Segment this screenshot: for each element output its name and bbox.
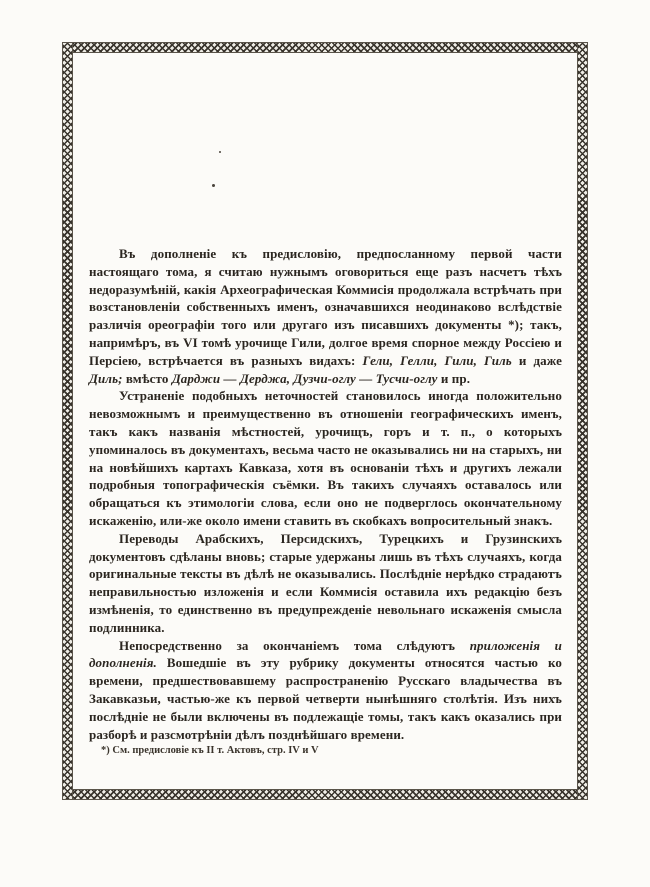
scan-speck — [212, 184, 215, 187]
paragraph — [89, 530, 562, 637]
body-text: Переводы Арабскихъ, Персидскихъ, Турецкихъ и Грузинскихъ документовъ сдѣланы вновь; старые удержаны лишь въ тѣхъ случаяхъ, когда оригинальные тексты въ дѣлѣ не оказывались. Послѣдніе нерѣдко страдаютъ неправильностью изложенія и если Коммисія оставила ихъ редакцію безъ измѣненія, то единственно въ предупрежденіе невольнаго искаженія смысла подлинника. — [89, 530, 562, 635]
border-left-band — [62, 42, 73, 800]
italic-text: приложенія и дополненія. — [89, 637, 562, 671]
body-text: и даже — [511, 352, 563, 368]
border-right-band — [577, 42, 588, 800]
footnote: *) См. предисловіе къ II т. Актовъ, стр. IV и V — [101, 745, 319, 756]
body-text: вмѣсто — [122, 370, 172, 386]
italic-text: Гели, Гелли, Гили, Гиль — [362, 352, 512, 368]
body-text: Непосредственно за окончаніемъ тома слѣдуютъ — [119, 637, 470, 653]
border-bottom-band — [62, 789, 588, 800]
body-text: Въ дополненіе къ предисловію, предпосланному первой части настоящаго тома, я считаю нужнымъ оговориться еще разъ насчетъ тѣхъ недоразумѣній, какія Археографическая Коммисія продолжала встрѣчать при возстановленіи собственныхъ именъ, означавшихся неодинаково вслѣдствіе различія ореографіи того или другаго изъ писавшихъ документы *); такъ, напримѣръ, въ VI томѣ урочище Гили, долгое время спорное между Россіею и Персіею, встрѣчается въ разныхъ видахъ: — [89, 246, 562, 368]
body-text: Устраненіе подобныхъ неточностей становилось иногда положительно невозможнымъ и преимущественно въ отношеніи географическихъ именъ, такъ какъ названія мѣстностей, урочищъ, горъ и т. п., о которыхъ упоминалось въ документахъ, весьма часто не оказывались ни на старыхъ, ни на новѣйшихъ картахъ Кавказа, хотя въ основаніи тѣхъ и другихъ лежали подробныя топографическія съёмки. Въ такихъ случаяхъ оставалось или обращаться къ этимологіи слова, если оно не подверглось окончательному искаженію, или-же около имени ставить въ скобкахъ вопросительный знакъ. — [89, 388, 562, 528]
body-text: Вошедшіе въ эту рубрику документы относятся частью ко времени, предшествовавшему распространенію Русскаго владычества въ Закавказьи, частью-же къ первой четверти нынѣшняго столѣтія. Изъ нихъ послѣдніе не были включены въ подлежащіе томы, такъ какъ оказались при разборѣ и разсмотрѣніи дѣлъ позднѣйшаго времени. — [89, 655, 562, 742]
italic-text: Диль; — [89, 370, 123, 386]
body-text: и пр. — [437, 370, 471, 386]
paragraph — [89, 637, 562, 744]
scan-speck — [219, 151, 221, 153]
border-top-band — [62, 42, 588, 53]
paragraph — [89, 387, 562, 529]
text-block — [89, 245, 562, 743]
paragraph — [89, 245, 562, 387]
italic-text: Дарджи — Дерджа, Дузчи-оглу — Тусчи-оглу — [171, 370, 438, 386]
